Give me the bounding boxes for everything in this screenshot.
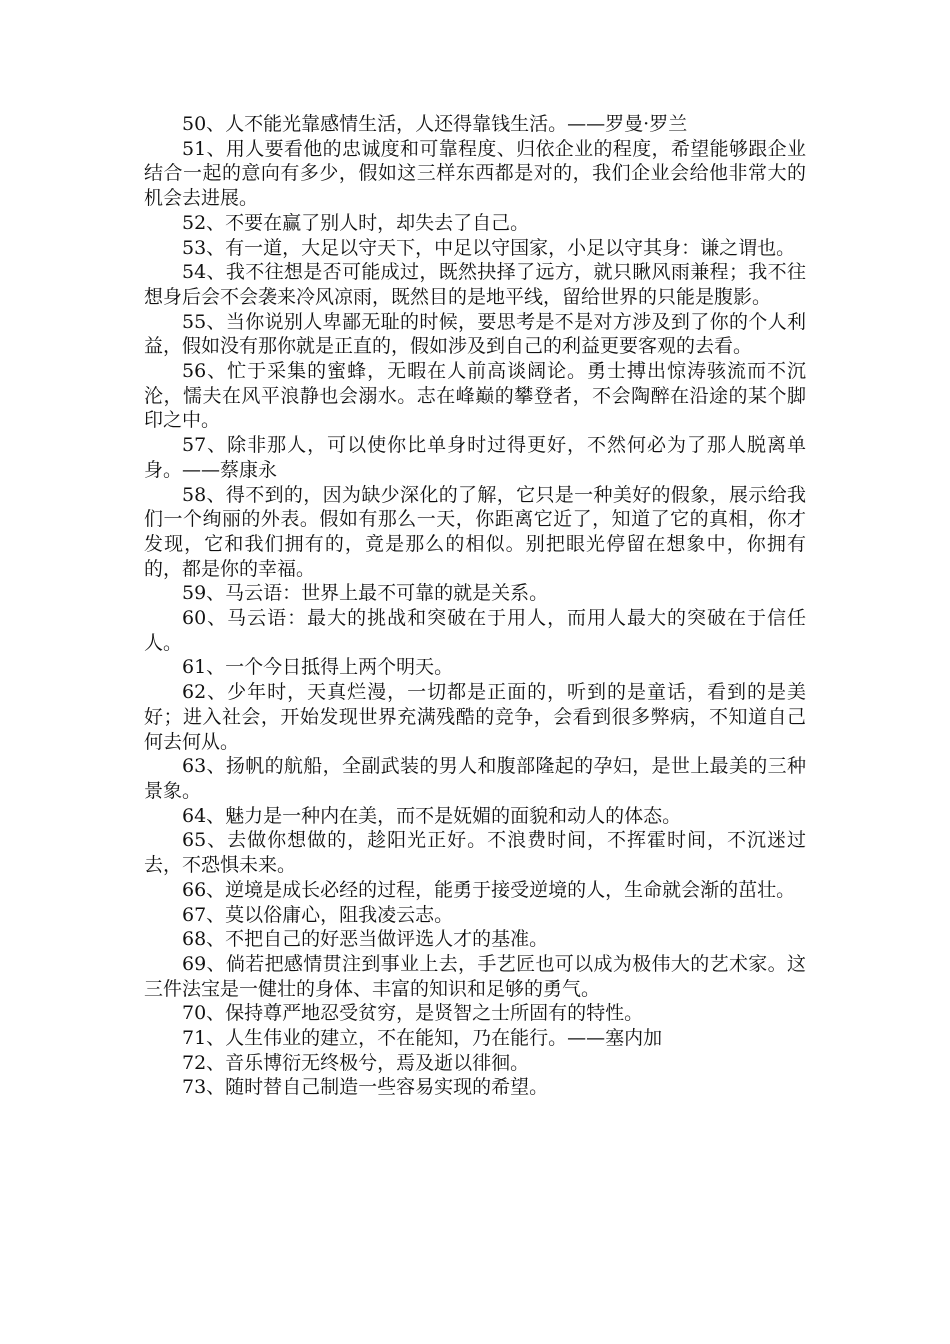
quote-paragraph-71: 71、人生伟业的建立，不在能知，乃在能行。——塞内加 (182, 1027, 663, 1050)
quote-paragraph-72: 72、音乐博衍无终极兮，焉及逝以徘徊。 (182, 1051, 530, 1074)
quote-paragraph-57: 57、除非那人，可以使你比单身时过得更好，不然何必为了那人脱离单身。——蔡康永 (144, 434, 806, 481)
quote-paragraph-68: 68、不把自己的好恶当做评选人才的基准。 (182, 928, 549, 951)
quote-paragraph-62: 62、少年时，天真烂漫，一切都是正面的，听到的是童话，看到的是美好；进入社会，开始发现世界充满残酷的竞争，会看到很多弊病，不知道自己何去何从。 (144, 681, 806, 753)
quote-paragraph-56: 56、忙于采集的蜜蜂，无暇在人前高谈阔论。勇士搏出惊涛骇流而不沉沦，懦夫在风平浪静也会溺水。志在峰巅的攀登者，不会陶醉在沿途的某个脚印之中。 (144, 360, 806, 432)
quote-paragraph-50: 50、人不能光靠感情生活，人还得靠钱生活。——罗曼·罗兰 (182, 113, 688, 135)
quote-paragraph-66: 66、逆境是成长必经的过程，能勇于接受逆境的人，生命就会渐的茁壮。 (182, 878, 796, 901)
quote-paragraph-67: 67、莫以俗庸心，阻我凌云志。 (182, 903, 454, 926)
quote-paragraph-51: 51、用人要看他的忠诚度和可靠程度、归依企业的程度，希望能够跟企业结合一起的意向有多少，假如这三样东西都是对的，我们企业会给他非常大的机会去进展。 (144, 137, 806, 210)
quote-paragraph-63: 63、扬帆的航船，全副武装的男人和腹部隆起的孕妇，是世上最美的三种景象。 (144, 755, 806, 802)
quote-paragraph-69: 69、倘若把感情贯注到事业上去，手艺匠也可以成为极伟大的艺术家。这三件法宝是一健壮的身体、丰富的知识和足够的勇气。 (144, 952, 806, 1000)
quote-paragraph-55: 55、当你说别人卑鄙无耻的时候，要思考是不是对方涉及到了你的个人利益，假如没有那你就是正直的，假如涉及到自己的利益更要客观的去看。 (144, 310, 806, 358)
quote-paragraph-64: 64、魅力是一种内在美，而不是妩媚的面貌和动人的体态。 (182, 804, 682, 827)
quote-paragraph-54: 54、我不往想是否可能成过，既然抉择了远方，就只瞅风雨兼程；我不往想身后会不会袭来冷风凉雨，既然目的是地平线，留给世界的只能是腹影。 (144, 261, 806, 308)
quote-paragraph-53: 53、有一道，大足以守天下，中足以守国家，小足以守其身：谦之谓也。 (182, 236, 796, 259)
quote-paragraph-60: 60、马云语：最大的挑战和突破在于用人，而用人最大的突破在于信任人。 (144, 607, 806, 654)
quote-paragraph-70: 70、保持尊严地忍受贫穷，是贤智之士所固有的特性。 (182, 1002, 644, 1025)
quote-paragraph-61: 61、一个今日抵得上两个明天。 (182, 656, 454, 679)
quote-paragraph-73: 73、随时替自己制造一些容易实现的希望。 (182, 1076, 549, 1099)
quote-paragraph-58: 58、得不到的，因为缺少深化的了解，它只是一种美好的假象，展示给我们一个绚丽的外表。假如有那么一天，你距离它近了，知道了它的真相，你才发现，它和我们拥有的，竟是那么的相似。别把眼光停留在想象中，你拥有的，都是你的幸福。 (144, 483, 806, 580)
document-body (144, 112, 806, 1100)
quote-paragraph-52: 52、不要在赢了别人时，却失去了自己。 (182, 211, 530, 234)
quote-paragraph-59: 59、马云语：世界上最不可靠的就是关系。 (182, 582, 549, 605)
quote-paragraph-65: 65、去做你想做的，趁阳光正好。不浪费时间，不挥霍时间，不沉迷过去，不恐惧未来。 (144, 829, 806, 877)
